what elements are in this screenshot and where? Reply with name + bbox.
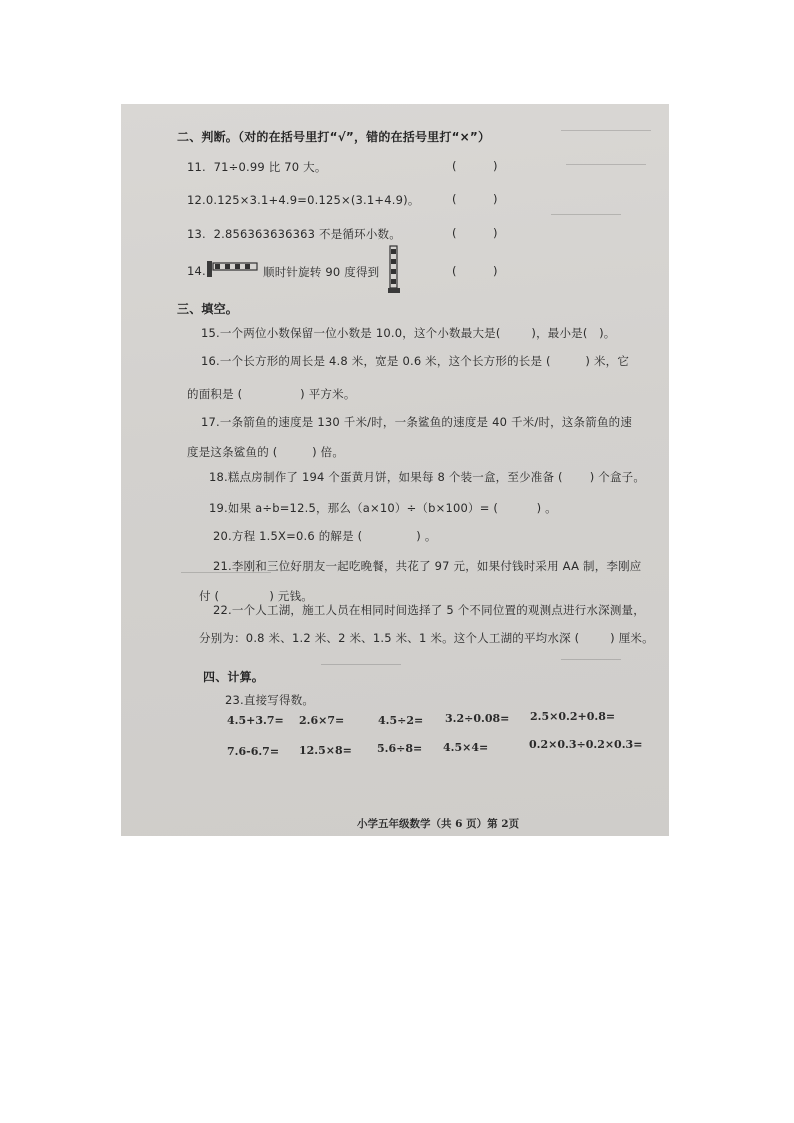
question-14-number: 14. (187, 264, 206, 278)
question-18: 18.糕点房制作了 194 个蛋黄月饼，如果每 8 个装一盒，至少准备 ( ) 个盒子。 (209, 470, 646, 484)
answer-blank-11[interactable]: ( ) (452, 159, 498, 173)
page-footer: 小学五年级数学（共 6 页）第 2页 (357, 818, 520, 830)
calc-item: 4.5÷2= (378, 714, 424, 727)
bleed-through-mark (321, 664, 401, 665)
question-17-line2: 度是这条鲨鱼的 ( ) 倍。 (187, 445, 345, 459)
question-19: 19.如果 a÷b=12.5，那么（a×10）÷（b×100）= ( ) 。 (209, 501, 557, 515)
answer-blank-12[interactable]: ( ) (452, 192, 498, 206)
question-14-text: 顺时针旋转 90 度得到 (263, 265, 380, 279)
question-22-line1: 22.一个人工湖，施工人员在相同时间选择了 5 个不同位置的观测点进行水深测量， (213, 603, 645, 617)
question-23: 23.直接写得数。 (225, 693, 315, 707)
calc-item: 2.6×7= (299, 714, 345, 727)
bleed-through-mark (561, 659, 621, 660)
horizontal-bar-figure (205, 259, 261, 279)
question-21-line1: 21.李刚和三位好朋友一起吃晚餐，共花了 97 元，如果付钱时采用 AA 制，李刚应 (213, 559, 642, 573)
section-heading-calculation: 四、计算。 (203, 670, 265, 684)
calc-item: 4.5×4= (443, 741, 489, 754)
calc-item: 0.2×0.3÷0.2×0.3= (529, 738, 643, 751)
question-11: 11. 71÷0.99 比 70 大。 (187, 160, 327, 174)
answer-blank-13[interactable]: ( ) (452, 226, 498, 240)
question-17-line1: 17.一条箭鱼的速度是 130 千米/时，一条鲨鱼的速度是 40 千米/时，这条箭鱼的速 (201, 415, 633, 429)
section-heading-fill-in: 三、填空。 (177, 302, 239, 316)
question-13: 13. 2.856363636363 不是循环小数。 (187, 227, 401, 241)
calc-item: 3.2÷0.08= (445, 712, 510, 725)
bleed-through-mark (566, 164, 646, 165)
bleed-through-mark (551, 214, 621, 215)
calc-item: 5.6÷8= (377, 742, 423, 755)
question-16-line1: 16.一个长方形的周长是 4.8 米，宽是 0.6 米，这个长方形的长是 ( ) 米，它 (201, 354, 630, 368)
calc-item: 12.5×8= (299, 744, 352, 757)
question-15: 15.一个两位小数保留一位小数是 10.0，这个小数最大是( )，最小是( )。 (201, 326, 616, 340)
calc-item: 4.5+3.7= (227, 714, 284, 727)
answer-blank-14[interactable]: ( ) (452, 264, 498, 278)
exam-page-photo (121, 104, 669, 836)
vertical-bar-figure (387, 244, 401, 294)
section-heading-judgement: 二、判断。（对的在括号里打“√”，错的在括号里打“×”） (177, 130, 491, 144)
question-21-line2: 付 ( ) 元钱。 (199, 589, 314, 603)
calc-item: 7.6-6.7= (227, 745, 280, 758)
calc-item: 2.5×0.2+0.8= (530, 710, 616, 723)
question-20: 20.方程 1.5X=0.6 的解是 ( ) 。 (213, 529, 437, 543)
question-12: 12.0.125×3.1+4.9=0.125×(3.1+4.9)。 (187, 193, 420, 207)
bleed-through-mark (561, 130, 651, 131)
question-22-line2: 分别为：0.8 米、1.2 米、2 米、1.5 米、1 米。这个人工湖的平均水深 ( ) 厘米。 (199, 631, 654, 645)
question-16-line2: 的面积是 ( ) 平方米。 (187, 387, 356, 401)
